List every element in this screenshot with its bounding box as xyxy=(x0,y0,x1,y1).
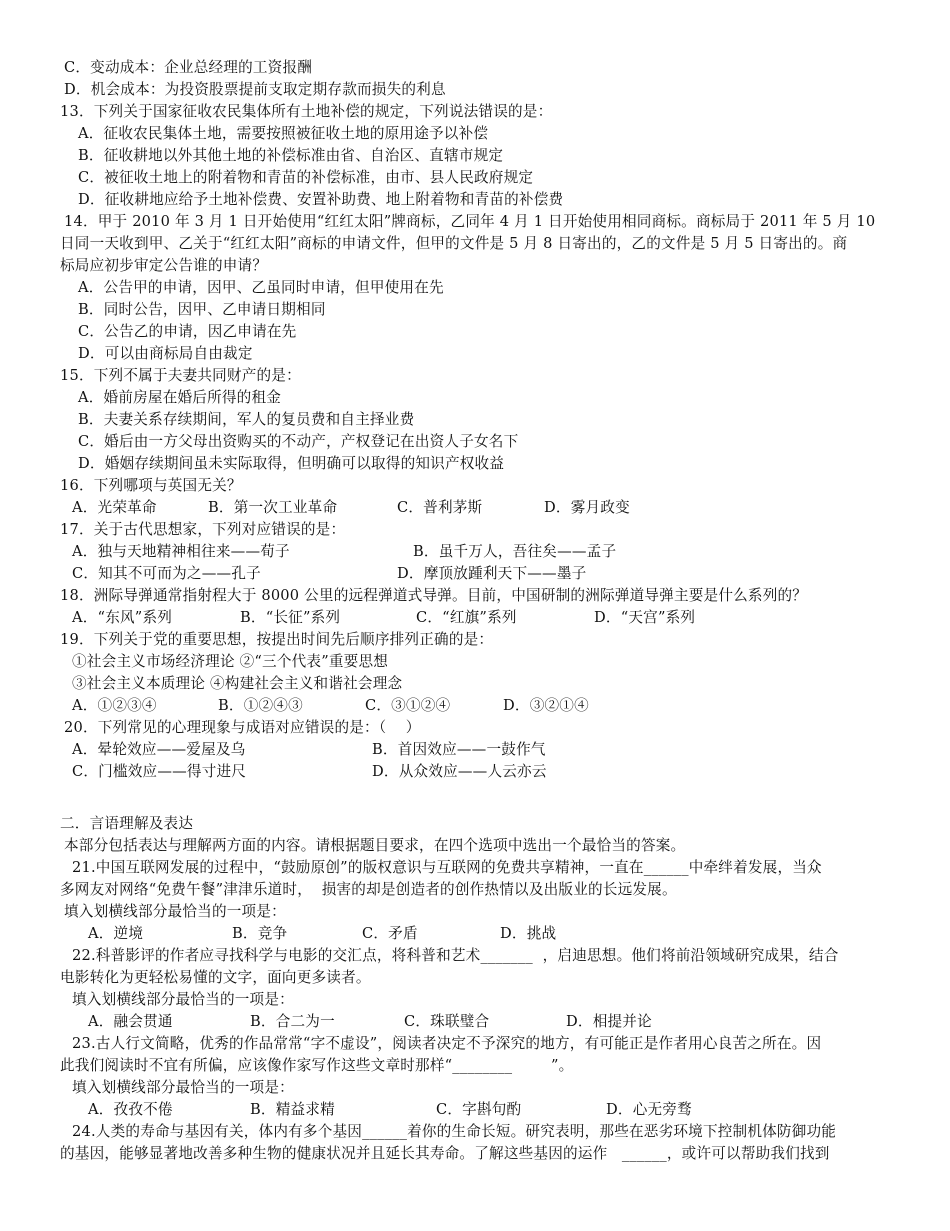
q21-option-d: D．挑战 xyxy=(500,925,557,942)
q17-options-row-1 xyxy=(60,541,920,563)
q15-option-c: C．婚后由一方父母出资购买的不动产，产权登记在出资人子女名下 xyxy=(78,433,519,450)
q16-stem: 16．下列哪项与英国无关？ xyxy=(60,477,242,494)
q18-options-row xyxy=(60,607,920,629)
q15-option-b: B．夫妻关系存续期间，军人的复员费和自主择业费 xyxy=(78,411,415,428)
q20-options-row-1 xyxy=(60,739,920,761)
q13-option-d: D．征收耕地应给予土地补偿费、安置补助费、地上附着物和青苗的补偿费 xyxy=(78,191,564,208)
q22-options-row xyxy=(60,1011,920,1033)
q14-stem-line-3: 标局应初步审定公告谁的申请？ xyxy=(60,257,268,274)
q16-option-a: A．光荣革命 xyxy=(72,499,157,516)
q21-prompt: 填入划横线部分最恰当的一项是： xyxy=(64,903,286,920)
q19-option-c: C．③①②④ xyxy=(365,697,451,714)
q19-option-a: A．①②③④ xyxy=(72,697,157,714)
q15-stem: 15．下列不属于夫妻共同财产的是： xyxy=(60,367,301,384)
q13-stem: 13．下列关于国家征收农民集体所有土地补偿的规定，下列说法错误的是： xyxy=(60,103,553,120)
q19-items-line-2: ③社会主义本质理论 ④构建社会主义和谐社会理念 xyxy=(72,675,403,692)
q22-stem-line-1: 22.科普影评的作者应寻找科学与电影的交汇点，将科普和艺术_______ ，启迪思想。他们将前沿领域研究成果，结合 xyxy=(72,947,839,964)
q20-option-a: A．晕轮效应——爱屋及乌 xyxy=(72,741,246,758)
q23-stem-line-2: 此我们阅读时不宜有所偏，应该像作家写作这些文章时那样“________ ”。 xyxy=(60,1057,574,1074)
q17-option-a: A．独与天地精神相往来——荀子 xyxy=(72,543,290,560)
q18-stem: 18．洲际导弹通常指射程大于 8000 公里的远程弹道式导弹。目前，中国研制的洲际弹道导弹主要是什么系列的？ xyxy=(60,587,808,604)
q15-option-d: D．婚姻存续期间虽未实际取得，但明确可以取得的知识产权收益 xyxy=(78,455,505,472)
q20-stem: 20．下列常见的心理现象与成语对应错误的是：（ ） xyxy=(64,719,421,736)
q14-option-c: C．公告乙的申请，因乙申请在先 xyxy=(78,323,297,340)
q18-option-b: B．“长征”系列 xyxy=(240,609,341,626)
q22-option-d: D．相提并论 xyxy=(566,1013,652,1030)
q21-stem-line-2: 多网友对网络“免费午餐”津津乐道时， 损害的却是创造者的创作热情以及出版业的长远发展。 xyxy=(60,881,677,898)
q22-prompt: 填入划横线部分最恰当的一项是： xyxy=(72,991,294,1008)
q23-options-row xyxy=(60,1099,920,1121)
q13-option-a: A．征收农民集体土地，需要按照被征收土地的原用途予以补偿 xyxy=(78,125,489,142)
q23-prompt: 填入划横线部分最恰当的一项是： xyxy=(72,1079,294,1096)
q20-option-c: C．门槛效应——得寸进尺 xyxy=(72,763,247,780)
q21-option-a: A．逆境 xyxy=(88,925,144,942)
q20-option-b: B．首因效应——一鼓作气 xyxy=(372,741,546,758)
q18-option-a: A．“东风”系列 xyxy=(72,609,173,626)
q12-option-c: C．变动成本：企业总经理的工资报酬 xyxy=(64,59,313,76)
q23-option-b: B．精益求精 xyxy=(250,1101,335,1118)
q19-options-row xyxy=(60,695,920,717)
q23-option-c: C．字斟句酌 xyxy=(436,1101,522,1118)
q23-option-a: A．孜孜不倦 xyxy=(88,1101,173,1118)
q19-option-b: B．①②④③ xyxy=(218,697,303,714)
q18-option-c: C．“红旗”系列 xyxy=(416,609,517,626)
q20-options-row-2 xyxy=(60,761,920,783)
q17-option-d: D．摩顶放踵利天下——墨子 xyxy=(397,565,587,582)
q15-option-a: A．婚前房屋在婚后所得的租金 xyxy=(78,389,282,406)
q19-option-d: D．③②①④ xyxy=(503,697,589,714)
section-2-title: 二．言语理解及表达 xyxy=(60,815,194,832)
q22-option-c: C．珠联璧合 xyxy=(404,1013,490,1030)
q13-option-b: B．征收耕地以外其他土地的补偿标准由省、自治区、直辖市规定 xyxy=(78,147,504,164)
q14-option-a: A．公告甲的申请，因甲、乙虽同时申请，但甲使用在先 xyxy=(78,279,444,296)
q12-option-d: D．机会成本：为投资股票提前支取定期存款而损失的利息 xyxy=(64,81,446,98)
q17-option-c: C．知其不可而为之——孔子 xyxy=(72,565,261,582)
q23-stem-line-1: 23.古人行文简略，优秀的作品常常“字不虚设”，阅读者决定不予深究的地方，有可能正是作者用心良苦之所在。因 xyxy=(72,1035,822,1052)
q21-option-c: C．矛盾 xyxy=(362,925,418,942)
q24-stem-line-2: 的基因，能够显著地改善多种生物的健康状况并且延长其寿命。了解这些基因的运作 ______，或许可以帮助我们找到 xyxy=(60,1145,830,1162)
q18-option-d: D．“天宫”系列 xyxy=(594,609,696,626)
section-2-intro: 本部分包括表达与理解两方面的内容。请根据题目要求，在四个选项中选出一个最恰当的答案。 xyxy=(64,837,686,854)
q16-options-row xyxy=(60,497,920,519)
q19-items-line-1: ①社会主义市场经济理论 ②“三个代表”重要思想 xyxy=(72,653,389,670)
q17-options-row-2 xyxy=(60,563,920,585)
q22-option-a: A．融会贯通 xyxy=(88,1013,173,1030)
q23-option-d: D．心无旁骛 xyxy=(606,1101,692,1118)
q21-option-b: B．竞争 xyxy=(232,925,288,942)
q21-options-row xyxy=(60,923,920,945)
q21-stem-line-1: 21.中国互联网发展的过程中，“鼓励原创”的版权意识与互联网的免费共享精神，一直在______中牵绊着发展，当众 xyxy=(72,859,822,876)
q14-option-d: D．可以由商标局自由裁定 xyxy=(78,345,253,362)
q13-option-c: C．被征收土地上的附着物和青苗的补偿标准，由市、县人民政府规定 xyxy=(78,169,534,186)
q19-stem: 19．下列关于党的重要思想，按提出时间先后顺序排列正确的是： xyxy=(60,631,494,648)
q22-option-b: B．合二为一 xyxy=(250,1013,335,1030)
q14-stem-line-1: 14．甲于 2010 年 3 月 1 日开始使用“红红太阳”牌商标，乙同年 4 月 1 日开始使用相同商标。商标局于 2011 年 5 月 10 xyxy=(64,213,876,230)
q20-option-d: D．从众效应——人云亦云 xyxy=(372,763,547,780)
q24-stem-line-1: 24.人类的寿命与基因有关，体内有多个基因______着你的生命长短。研究表明，那些在恶劣环境下控制机体防御功能 xyxy=(72,1123,837,1140)
q22-stem-line-2: 电影转化为更轻松易懂的文字，面向更多读者。 xyxy=(60,969,371,986)
q16-option-d: D．雾月政变 xyxy=(544,499,630,516)
q14-stem-line-2: 日同一天收到甲、乙关于“红红太阳”商标的申请文件，但甲的文件是 5 月 8 日寄出的，乙的文件是 5 月 5 日寄出的。商 xyxy=(60,235,848,252)
q17-option-b: B．虽千万人，吾往矣——孟子 xyxy=(413,543,617,560)
q14-option-b: B．同时公告，因甲、乙申请日期相同 xyxy=(78,301,326,318)
q16-option-c: C．普利茅斯 xyxy=(397,499,483,516)
q16-option-b: B．第一次工业革命 xyxy=(208,499,338,516)
q17-stem: 17．关于古代思想家，下列对应错误的是： xyxy=(60,521,346,538)
